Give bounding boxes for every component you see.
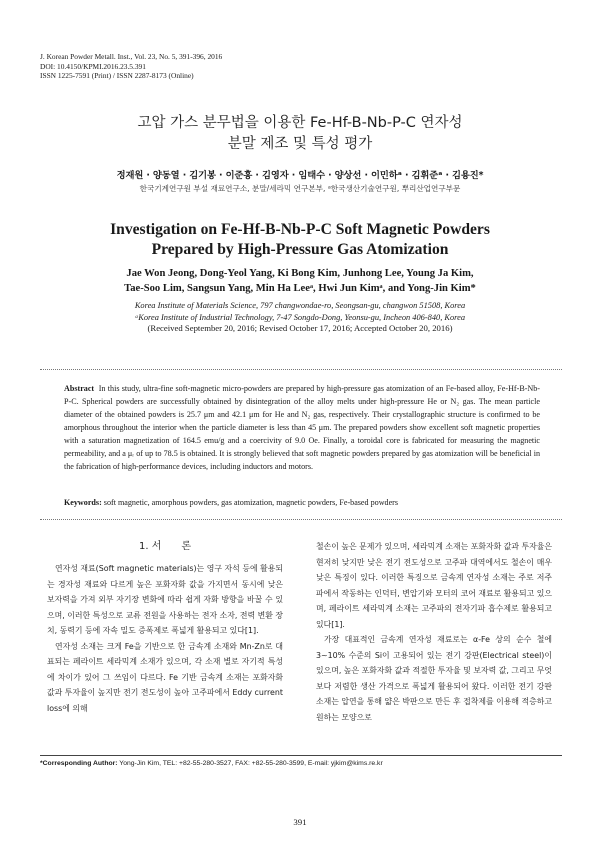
korean-title-line2: 분말 제조 및 특성 평가 [227, 136, 373, 152]
english-authors [0, 266, 600, 296]
received-dates: (Received September 20, 2016; Revised October 17, 2016; Accepted October 20, 2016) [147, 323, 453, 333]
english-affiliation [0, 300, 600, 323]
keywords-label: Keywords: [64, 498, 102, 507]
abstract-top-divider [40, 369, 562, 370]
korean-title [0, 113, 600, 155]
journal-citation: J. Korean Powder Metall. Inst., Vol. 23, No. 5, 391-396, 2016 [40, 52, 223, 61]
footnote-label: *Corresponding Author: [40, 760, 118, 767]
korean-authors: 정재원 · 양동열 · 김기봉 · 이준홍 · 김영자 · 임태수 · 양상선 · 이민하ᵃ · 김휘준ᵃ · 김용진* [116, 170, 484, 181]
english-affiliation-line1: Korea Institute of Materials Science, 797 changwondae-ro, Seongsan-gu, changwon 51508, Korea [134, 301, 466, 310]
korean-title-line1: 고압 가스 분무법을 이용한 Fe-Hf-B-Nb-P-C 연자성 [137, 115, 463, 131]
footnote-divider [40, 755, 562, 756]
paragraph: 가장 대표적인 금속계 연자성 재료로는 α-Fe 상의 순수 철에 3~10% 수준의 Si이 고용되어 있는 전기 강판(Electrical steel)이 있으며, 높은 포화자화 값과 적절한 투자율 및 보자력 값, 그리고 무엇보다 저렴한 생산 가격으로 폭넓게 활용되어 왔다. 이러한 전기 강판 소재는 압연을 통해 얇은 박판으로 만든 후 접착제를 이용해 적층하고 원하는 모양으로 [316, 635, 553, 722]
corresponding-author-footnote [40, 760, 383, 767]
english-authors-line2: Tae-Soo Lim, Sangsun Yang, Min Ha Leeᵃ, Hwi Jun Kimᵃ, and Yong-Jin Kim* [124, 283, 476, 294]
abstract-label: Abstract [64, 384, 95, 393]
body-column-left [47, 536, 283, 716]
abstract-bottom-divider [40, 519, 562, 520]
paragraph: 철손이 높은 문제가 있으며, 세라믹계 소재는 포화자화 값과 투자율은 현저히 낮지만 낮은 전기 전도성으로 고주파 대역에서도 철손이 매우 낮은 특징이 있다. 이러한 특징으로 금속계 연자성 소재는 주로 저주파에서 작동하는 인덕터, 변압기와 모터의 코어 재료로 활용되고 있으며, 페라이트 세라믹계 소재는 고주파의 전자기파 흡수제로 활용되고 있다[1]. [316, 542, 553, 629]
keywords-text: soft magnetic, amorphous powders, gas atomization, magnetic powders, Fe-based powders [103, 498, 399, 507]
abstract-text: In this study, ultra-fine soft-magnetic micro-powders are prepared by high-pressure gas atomization of an Fe-based alloy, Fe-Hf-B-Nb-P-C. Spherical powders are successfully obtained by disintegration of the alloy melts under high-pressure He or N₂ gas. The mean particle diameter of the obtained powders is 25.7 μm and 42.1 μm for He and N₂ gas, respectively. Their crystallographic structure is confirmed to be amorphous throughout the interior when the particle diameter is less than 45 μm. The prepared powders show excellent soft magnetic properties with a saturation magnetization of 164.5 emu/g and a coercivity of 9.0 Oe. Finally, a toroidal core is fabricated for measuring the magnetic permeability, and a μᵣ of up to 78.5 is obtained. It is strongly believed that soft magnetic powders prepared by gas atomization will be beneficial in the fabrication of high-performance devices, including inductors and motors. [64, 384, 540, 471]
keywords [64, 498, 540, 507]
section-heading: 1. 서 론 [138, 541, 192, 552]
footnote-text: Yong-Jin Kim, TEL: +82-55-280-3527, FAX: +82-55-280-3599, E-mail: yjkim@kims.re.kr [119, 760, 383, 767]
english-affiliation-line2: ᵃKorea Institute of Industrial Technology, 7-47 Songdo-Dong, Yeonsu-gu, Incheon 406-840, Korea [134, 312, 466, 322]
paragraph: 연자성 소재는 크게 Fe을 기반으로 한 금속계 소재와 Mn-Zn로 대표되는 페라이트 세라믹계 소재가 있으며, 각 소재 별로 자기적 특성에 차이가 있어 그 쓰임이 다르다. Fe 기반 금속계 소재는 포화자화 값과 투자율이 높지만 전기 전도성이 높아 고주파에서 Eddy current loss에 의해 [47, 641, 283, 713]
page-number: 391 [293, 817, 307, 827]
issn: ISSN 1225-7591 (Print) / ISSN 2287-8173 (Online) [40, 71, 194, 81]
english-title-line2: Prepared by High-Pressure Gas Atomization [151, 241, 449, 258]
abstract [64, 382, 540, 473]
korean-affiliation: 한국기계연구원 부설 재료연구소, 분말/세라믹 연구본부, ᵃ한국생산기술연구원, 뿌리산업연구부문 [139, 184, 461, 193]
english-authors-line1: Jae Won Jeong, Dong-Yeol Yang, Ki Bong Kim, Junhong Lee, Young Ja Kim, [126, 268, 474, 279]
doi: DOI: 10.4150/KPMI.2016.23.5.391 [40, 61, 146, 71]
english-title [0, 220, 600, 260]
paragraph: 연자성 재료(Soft magnetic materials)는 영구 자석 등에 활용되는 경자성 재료와 다르게 높은 포화자화 값을 가지면서 동시에 낮은 보자력을 가져 외부 자기장 변화에 따라 쉽게 자화 방향을 바꿀 수 있으며, 이러한 특성으로 교류 전원을 사용하는 전자 소자, 전력 변환 장치, 동력기 등에 자속 밀도 증폭제로 폭넓게 활용되고 있다[1]. [47, 564, 283, 635]
journal-meta [40, 52, 222, 81]
body-column-right [316, 539, 552, 725]
english-title-line1: Investigation on Fe-Hf-B-Nb-P-C Soft Magnetic Powders [110, 221, 490, 238]
